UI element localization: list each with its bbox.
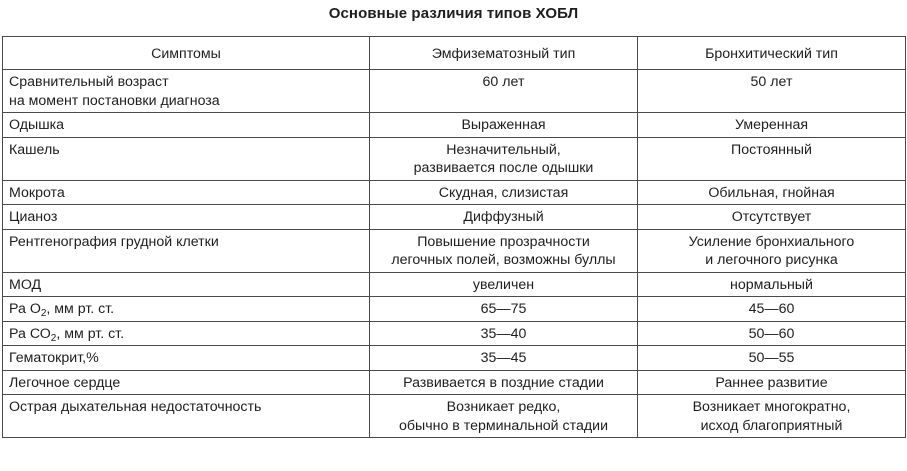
symptom-cell: МОД: [3, 272, 370, 297]
emphysema-cell: 65—75: [370, 297, 638, 322]
symptom-cell: [3, 297, 370, 322]
emphysema-cell: Возникает редко, обычно в терминальной стадии: [370, 395, 638, 438]
table-row: [3, 205, 906, 230]
emphysema-cell: Развивается в поздние стадии: [370, 370, 638, 395]
bronchitic-cell: Постоянный: [638, 137, 906, 180]
symptom-subscript: 2: [50, 332, 57, 344]
table-row: [3, 395, 906, 438]
symptom-prefix: Ра О: [9, 301, 41, 317]
table-row: [3, 229, 906, 272]
symptom-subscript: 2: [40, 308, 47, 319]
header-row: [3, 37, 906, 70]
header-emphysema-type: Эмфизематозный тип: [370, 37, 638, 70]
header-bronchitic-type: Бронхитический тип: [638, 37, 906, 70]
bronchitic-cell: 50—55: [638, 346, 906, 371]
table-title: Основные различия типов ХОБЛ: [328, 5, 579, 22]
emphysema-cell: увеличен: [370, 272, 638, 297]
symptom-suffix: , мм рт. ст.: [56, 325, 125, 342]
bronchitic-cell: Отсутствует: [638, 205, 906, 230]
bronchitic-cell: 50—60: [638, 321, 906, 346]
bronchitic-cell: Умеренная: [638, 113, 906, 138]
symptom-cell: Острая дыхательная недостаточность: [3, 395, 370, 438]
symptom-cell: [3, 321, 370, 346]
table-row: [3, 321, 906, 346]
bronchitic-cell: 50 лет: [638, 70, 906, 113]
emphysema-cell: 35—40: [370, 321, 638, 346]
emphysema-cell: Диффузный: [370, 205, 638, 230]
emphysema-cell: 35—45: [370, 346, 638, 371]
table-row: [3, 137, 906, 180]
symptom-cell: Легочное сердце: [3, 370, 370, 395]
symptom-prefix: Ра СО: [9, 325, 51, 342]
table-row: [3, 346, 906, 371]
emphysema-cell: Повышение прозрачности легочных полей, возможны буллы: [370, 229, 638, 272]
table-row: [3, 113, 906, 138]
table-row: [3, 297, 906, 322]
symptom-cell: Одышка: [3, 113, 370, 138]
bronchitic-cell: нормальный: [638, 272, 906, 297]
emphysema-cell: Скудная, слизистая: [370, 180, 638, 205]
table-row: [3, 272, 906, 297]
symptom-cell: Рентгенография грудной клетки: [3, 229, 370, 272]
symptom-cell: Кашель: [3, 137, 370, 180]
symptom-cell: Гематокрит,%: [3, 346, 370, 371]
table-row: [3, 180, 906, 205]
symptom-cell: Сравнительный возраст на момент постановки диагноза: [3, 70, 370, 113]
bronchitic-cell: Раннее развитие: [638, 370, 906, 395]
comparison-table: [2, 36, 906, 438]
symptom-cell: Мокрота: [3, 180, 370, 205]
table-row: [3, 70, 906, 113]
bronchitic-cell: Возникает многократно, исход благоприятный: [638, 395, 906, 438]
bronchitic-cell: 45—60: [638, 297, 906, 322]
header-symptoms: Симптомы: [3, 37, 370, 70]
bronchitic-cell: Обильная, гнойная: [638, 180, 906, 205]
emphysema-cell: 60 лет: [370, 70, 638, 113]
symptom-cell: Цианоз: [3, 205, 370, 230]
bronchitic-cell: Усиление бронхиального и легочного рисунка: [638, 229, 906, 272]
symptom-suffix: , мм рт. ст.: [46, 301, 115, 317]
emphysema-cell: Выраженная: [370, 113, 638, 138]
emphysema-cell: Незначительный, развивается после одышки: [370, 137, 638, 180]
table-row: [3, 370, 906, 395]
